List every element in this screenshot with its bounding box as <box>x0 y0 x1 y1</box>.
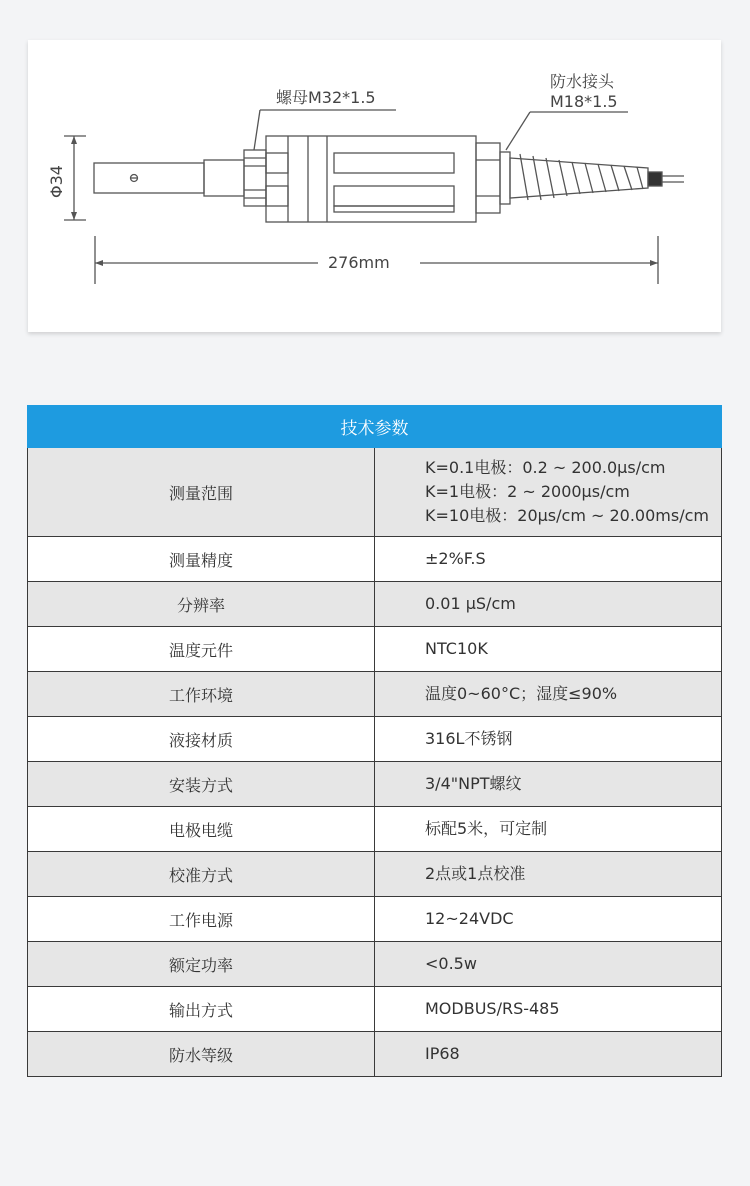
spec-table-header <box>28 406 722 448</box>
row-value <box>375 448 722 537</box>
row-label: 测量精度 <box>28 537 375 582</box>
table-row <box>28 807 722 852</box>
row-value <box>375 537 722 582</box>
row-label: 温度元件 <box>28 627 375 672</box>
connector-label-line2: M18*1.5 <box>550 92 618 111</box>
sensor-diagram-card <box>28 40 721 332</box>
table-row <box>28 717 722 762</box>
value-line: <0.5w <box>425 954 477 973</box>
dim-arrow-down <box>71 212 77 220</box>
table-row <box>28 582 722 627</box>
value-line: NTC10K <box>425 639 488 658</box>
nut-label: 螺母M32*1.5 <box>276 88 376 107</box>
row-value <box>375 762 722 807</box>
value-line: IP68 <box>425 1044 460 1063</box>
row-value <box>375 582 722 627</box>
connector-leader-line <box>506 112 530 150</box>
probe-tip <box>94 163 204 193</box>
table-row <box>28 852 722 897</box>
value-line: 温度0~60°C；湿度≤90% <box>425 684 618 703</box>
body-slot-top <box>334 153 454 173</box>
value-line: 2点或1点校准 <box>425 864 526 883</box>
table-row <box>28 762 722 807</box>
value-line: 316L不锈钢 <box>425 729 513 748</box>
table-row <box>28 987 722 1032</box>
row-value <box>375 987 722 1032</box>
probe-neck <box>204 160 244 196</box>
row-value <box>375 717 722 762</box>
row-label: 测量范围 <box>28 448 375 537</box>
table-row <box>28 627 722 672</box>
row-label: 防水等级 <box>28 1032 375 1077</box>
value-line: MODBUS/RS-485 <box>425 999 560 1018</box>
row-value <box>375 627 722 672</box>
diameter-label: Φ34 <box>47 165 66 198</box>
nut-leader-line <box>254 110 260 150</box>
row-value <box>375 942 722 987</box>
table-row <box>28 537 722 582</box>
row-label: 液接材质 <box>28 717 375 762</box>
value-line: 0.01 μS/cm <box>425 594 516 613</box>
value-line: K=0.1电极：0.2 ~ 200.0μs/cm <box>425 458 666 477</box>
sensor-drawing <box>28 40 721 332</box>
row-value <box>375 672 722 717</box>
sensor-body <box>266 136 476 222</box>
row-value <box>375 807 722 852</box>
row-label: 分辨率 <box>28 582 375 627</box>
table-row <box>28 897 722 942</box>
table-row <box>28 672 722 717</box>
value-line: 3/4"NPT螺纹 <box>425 774 522 793</box>
row-value <box>375 897 722 942</box>
dim-arrow-up <box>71 136 77 144</box>
row-label: 额定功率 <box>28 942 375 987</box>
table-row <box>28 1032 722 1077</box>
value-line: 标配5米，可定制 <box>425 819 548 838</box>
connector-base <box>476 143 500 213</box>
value-line: K=1电极：2 ~ 2000μs/cm <box>425 482 630 501</box>
row-value <box>375 1032 722 1077</box>
row-label: 电极电缆 <box>28 807 375 852</box>
row-label: 工作电源 <box>28 897 375 942</box>
value-line: 12~24VDC <box>425 909 514 928</box>
table-row <box>28 942 722 987</box>
cable-end <box>648 172 662 186</box>
body-slot-bottom <box>334 186 454 206</box>
connector-label-line1: 防水接头 <box>550 72 615 91</box>
row-value <box>375 852 722 897</box>
row-label: 输出方式 <box>28 987 375 1032</box>
value-line: K=10电极：20μs/cm ~ 20.00ms/cm <box>425 506 709 525</box>
row-label: 工作环境 <box>28 672 375 717</box>
table-row <box>28 448 722 537</box>
length-label: 276mm <box>328 253 390 272</box>
row-label: 安装方式 <box>28 762 375 807</box>
spec-table <box>27 405 722 1077</box>
value-line: ±2%F.S <box>425 549 486 568</box>
spec-table-title: 技术参数 <box>28 406 722 448</box>
spec-table-body <box>28 448 722 1077</box>
row-label: 校准方式 <box>28 852 375 897</box>
